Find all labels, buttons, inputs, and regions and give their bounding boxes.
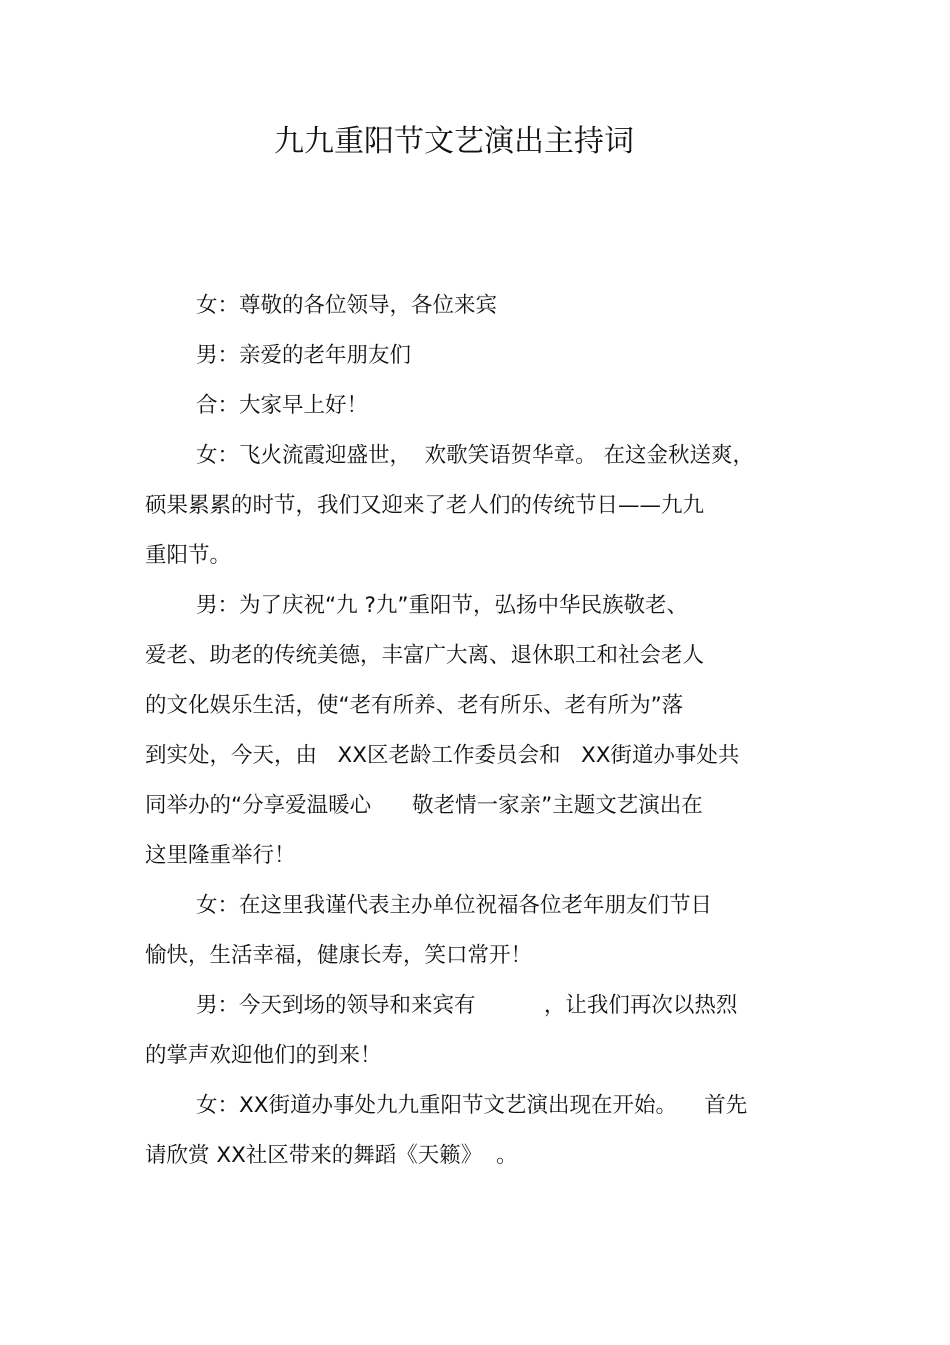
paragraph-line: 女：在这里我谨代表主办单位祝福各位老年朋友们节日	[196, 893, 713, 918]
paragraph-line: 的掌声欢迎他们的到来！	[145, 1043, 382, 1068]
paragraph-line: 合：大家早上好！	[196, 393, 369, 418]
paragraph-line: 到实处，今天，由 XX区老龄工作委员会和 XX街道办事处共	[145, 743, 740, 768]
paragraph-line: 的文化娱乐生活，使“老有所养、老有所乐、老有所为”落	[145, 693, 684, 718]
paragraph-line: 重阳节。	[145, 543, 232, 568]
paragraph-line: 男：亲爱的老年朋友们	[196, 343, 412, 368]
paragraph-line: 男：为了庆祝“九 ?九”重阳节，弘扬中华民族敬老、	[196, 593, 689, 618]
paragraph-line: 请欣赏 XX社区带来的舞蹈《天籁》 。	[145, 1143, 518, 1168]
paragraph-line: 这里隆重举行！	[145, 843, 296, 868]
paragraph-line: 女：尊敬的各位领导，各位来宾	[196, 293, 498, 318]
paragraph-line: 硕果累累的时节，我们又迎来了老人们的传统节日——九九	[145, 493, 705, 518]
paragraph-line: 男：今天到场的领导和来宾有 ，让我们再次以热烈	[196, 993, 738, 1018]
paragraph-line: 女：XX街道办事处九九重阳节文艺演出现在开始。 首先	[196, 1093, 748, 1118]
paragraph-line: 同举办的“分享爱温暖心 敬老情一家亲”主题文艺演出在	[145, 793, 703, 818]
paragraph-line: 女：飞火流霞迎盛世， 欢歌笑语贺华章。 在这金秋送爽，	[196, 443, 755, 468]
paragraph-line: 愉快，生活幸福，健康长寿，笑口常开！	[145, 943, 533, 968]
document-title: 九九重阳节文艺演出主持词	[274, 124, 634, 159]
paragraph-line: 爱老、助老的传统美德，丰富广大离、退休职工和社会老人	[145, 643, 705, 668]
